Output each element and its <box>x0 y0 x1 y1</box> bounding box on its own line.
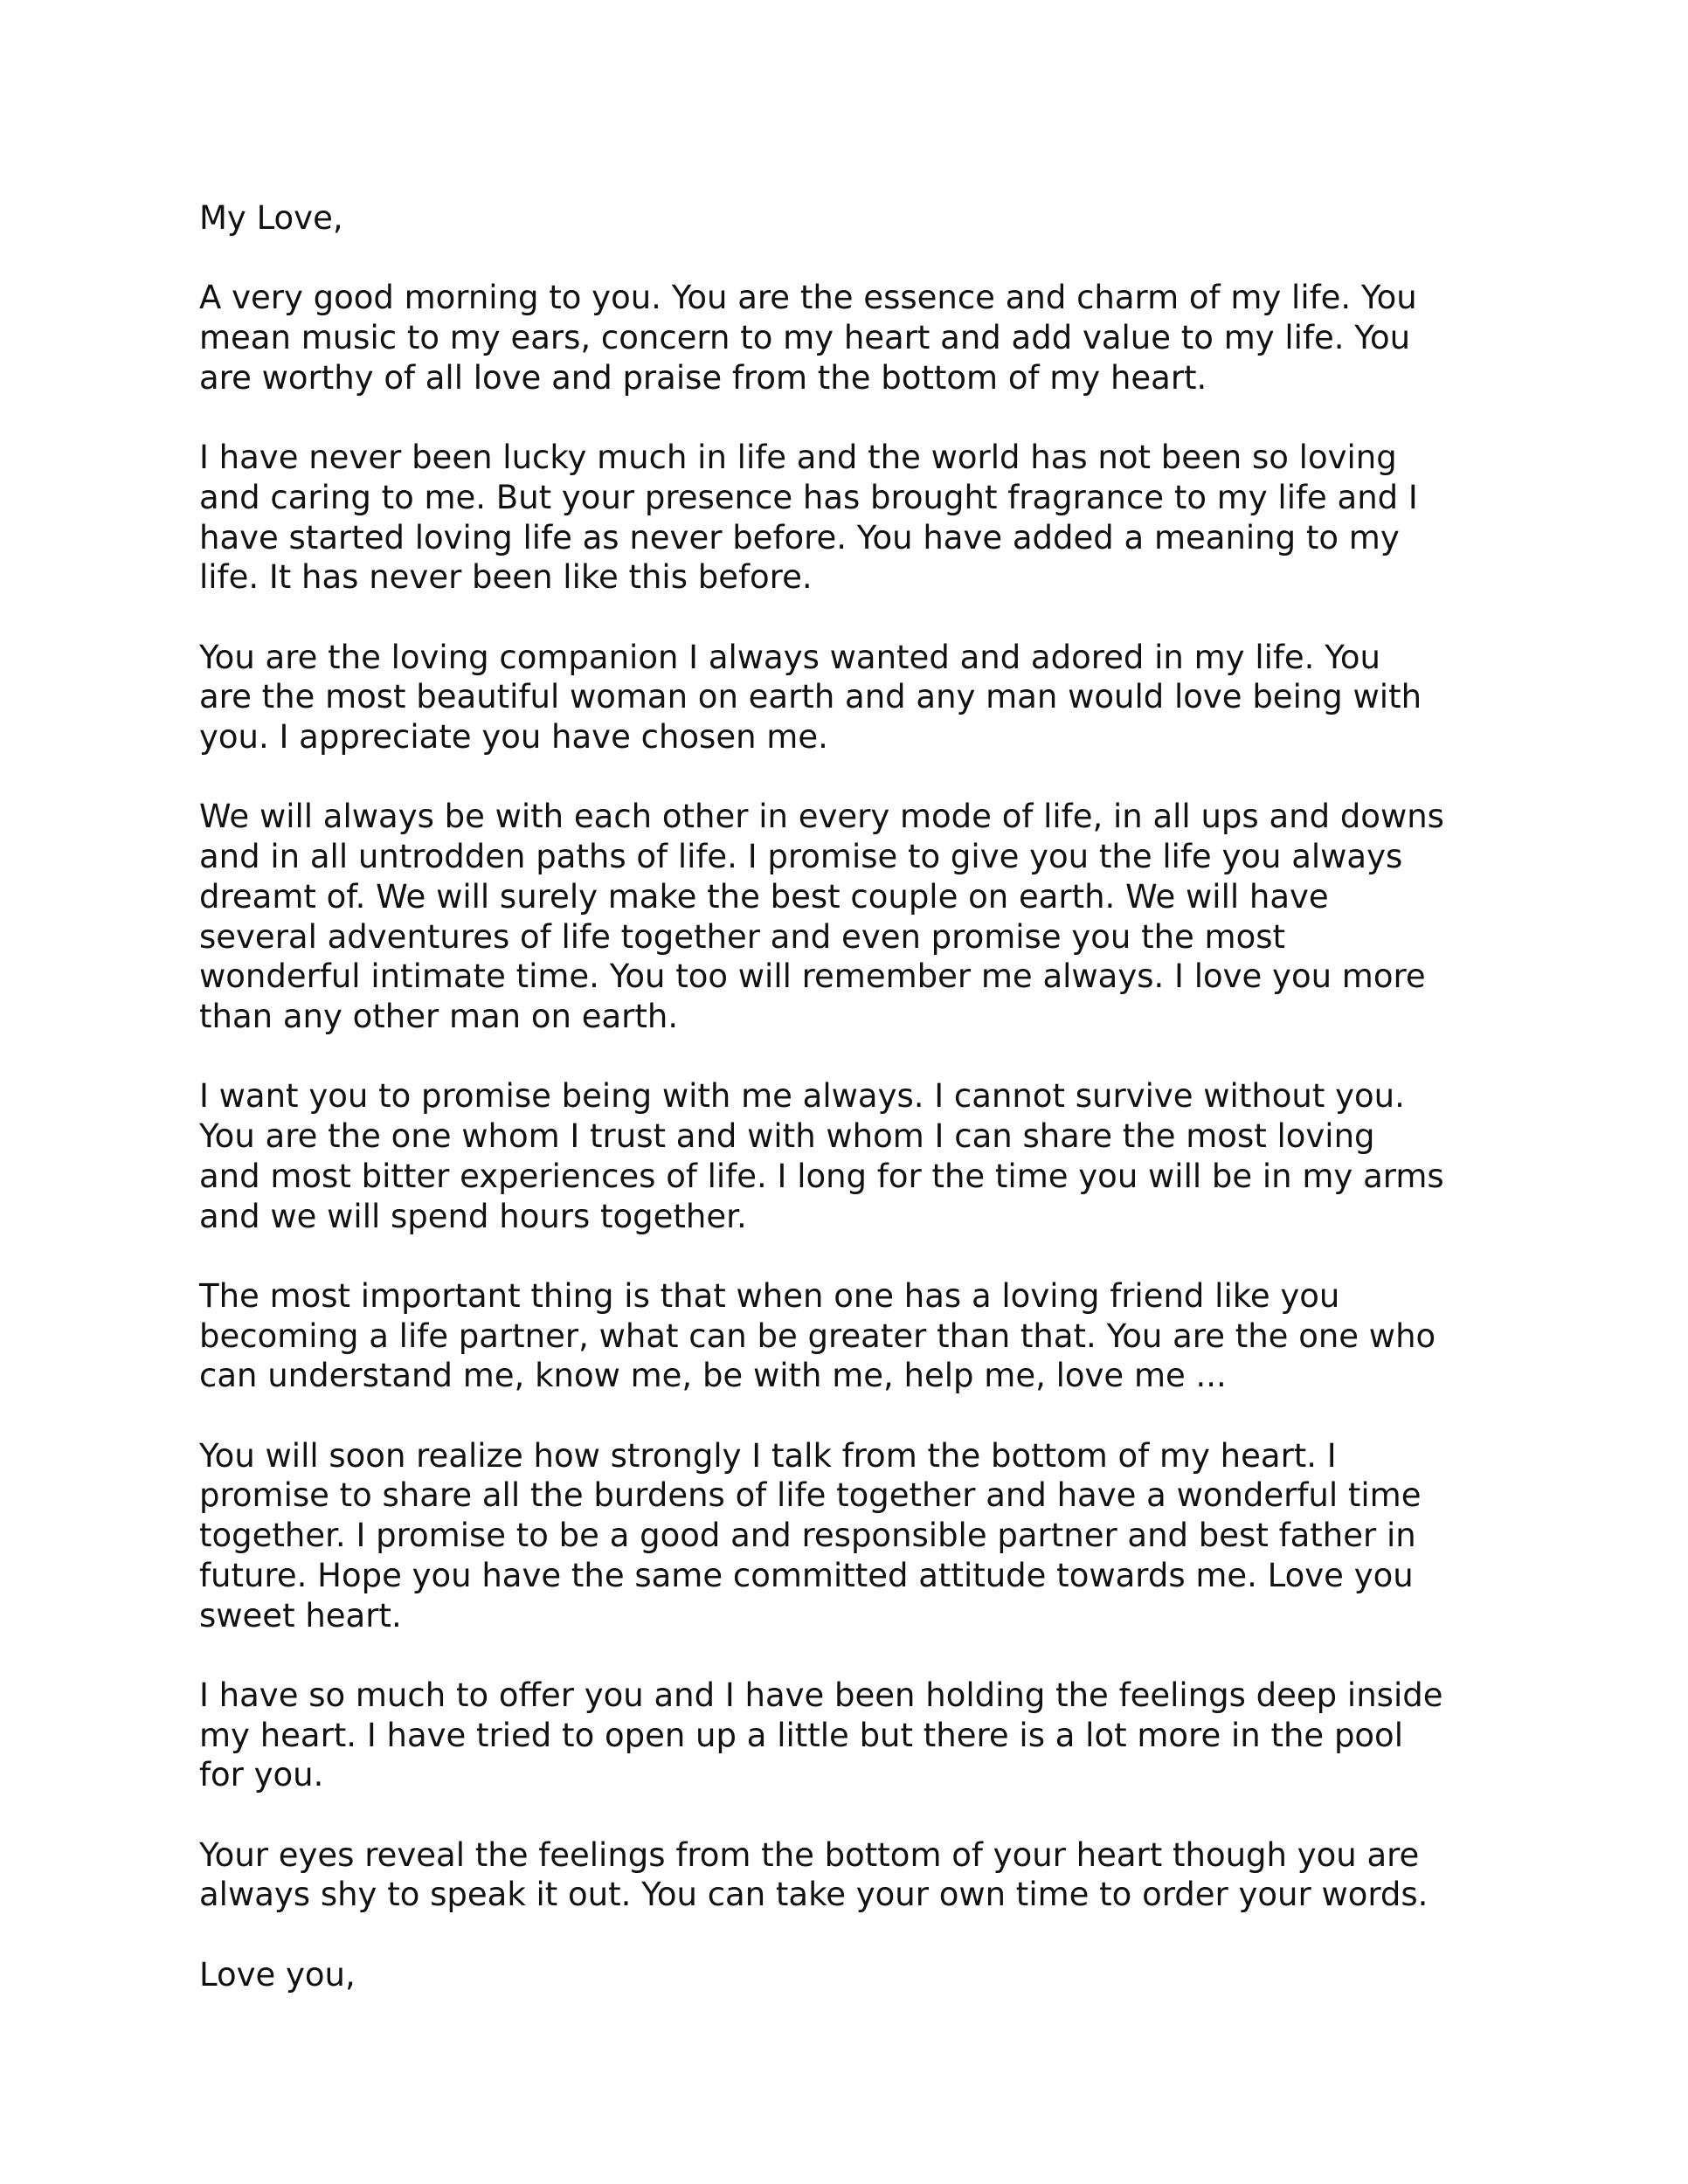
paragraph-line: You are the loving companion I always wanted and adored in my life. You <box>199 638 1380 676</box>
paragraph-line: you. I appreciate you have chosen me. <box>199 718 828 757</box>
letter-paragraph <box>199 1076 1510 1236</box>
paragraph-line: I have so much to offer you and I have been holding the feelings deep inside <box>199 1676 1443 1714</box>
paragraph-line: becoming a life partner, what can be greater than that. You are the one who <box>199 1317 1436 1355</box>
paragraph-line: I want you to promise being with me always. I cannot survive without you. <box>199 1077 1405 1116</box>
paragraph-line: A very good morning to you. You are the essence and charm of my life. You <box>199 279 1417 317</box>
letter-paragraph <box>199 1276 1510 1396</box>
paragraph-line: together. I promise to be a good and responsible partner and best father in <box>199 1517 1416 1555</box>
paragraph-line: I have never been lucky much in life and the world has not been so loving <box>199 439 1397 477</box>
paragraph-line: and we will spend hours together. <box>199 1197 747 1235</box>
paragraph-line: and caring to me. But your presence has brought fragrance to my life and I <box>199 478 1418 516</box>
paragraph-line: and in all untrodden paths of life. I promise to give you the life you always <box>199 838 1403 876</box>
letter-greeting: My Love, <box>199 199 343 237</box>
paragraph-line: are worthy of all love and praise from the bottom of my heart. <box>199 358 1207 397</box>
letter-paragraph <box>199 638 1510 757</box>
paragraph-line: and most bitter experiences of life. I long for the time you will be in my arms <box>199 1157 1444 1195</box>
paragraph-line: promise to share all the burdens of life together and have a wonderful time <box>199 1476 1422 1515</box>
paragraph-line: We will always be with each other in every mode of life, in all ups and downs <box>199 798 1444 836</box>
letter-paragraph <box>199 797 1510 1036</box>
paragraph-line: You will soon realize how strongly I talk from the bottom of my heart. I <box>199 1436 1337 1475</box>
paragraph-line: for you. <box>199 1756 324 1794</box>
paragraph-line: The most important thing is that when one has a loving friend like you <box>199 1276 1340 1315</box>
paragraph-line: my heart. I have tried to open up a little but there is a lot more in the pool <box>199 1716 1403 1754</box>
letter-paragraph <box>199 1436 1510 1636</box>
paragraph-line: Your eyes reveal the feelings from the bottom of your heart though you are <box>199 1835 1420 1874</box>
letter-paragraph <box>199 1676 1510 1795</box>
letter-paragraph <box>199 438 1510 598</box>
paragraph-line: always shy to speak it out. You can take your own time to order your words. <box>199 1876 1429 1914</box>
letter-paragraph <box>199 1835 1510 1915</box>
paragraph-line: future. Hope you have the same committed attitude towards me. Love you <box>199 1556 1414 1594</box>
paragraph-line: dreamt of. We will surely make the best couple on earth. We will have <box>199 877 1329 916</box>
paragraph-line: wonderful intimate time. You too will remember me always. I love you more <box>199 957 1426 996</box>
paragraph-line: have started loving life as never before. You have added a meaning to my <box>199 518 1400 556</box>
paragraph-line: mean music to my ears, concern to my heart and add value to my life. You <box>199 319 1411 357</box>
paragraph-line: life. It has never been like this before. <box>199 558 813 597</box>
letter-paragraph <box>199 278 1510 397</box>
paragraph-line: can understand me, know me, be with me, help me, love me ... <box>199 1357 1227 1395</box>
letter-closing: Love you, <box>199 1955 356 1994</box>
paragraph-line: several adventures of life together and even promise you the most <box>199 917 1286 956</box>
paragraph-line: You are the one whom I trust and with whom I can share the most loving <box>199 1117 1375 1156</box>
paragraph-line: are the most beautiful woman on earth and any man would love being with <box>199 678 1422 716</box>
letter-body <box>199 198 1510 1994</box>
paragraph-line: sweet heart. <box>199 1596 402 1635</box>
paragraph-line: than any other man on earth. <box>199 998 679 1035</box>
